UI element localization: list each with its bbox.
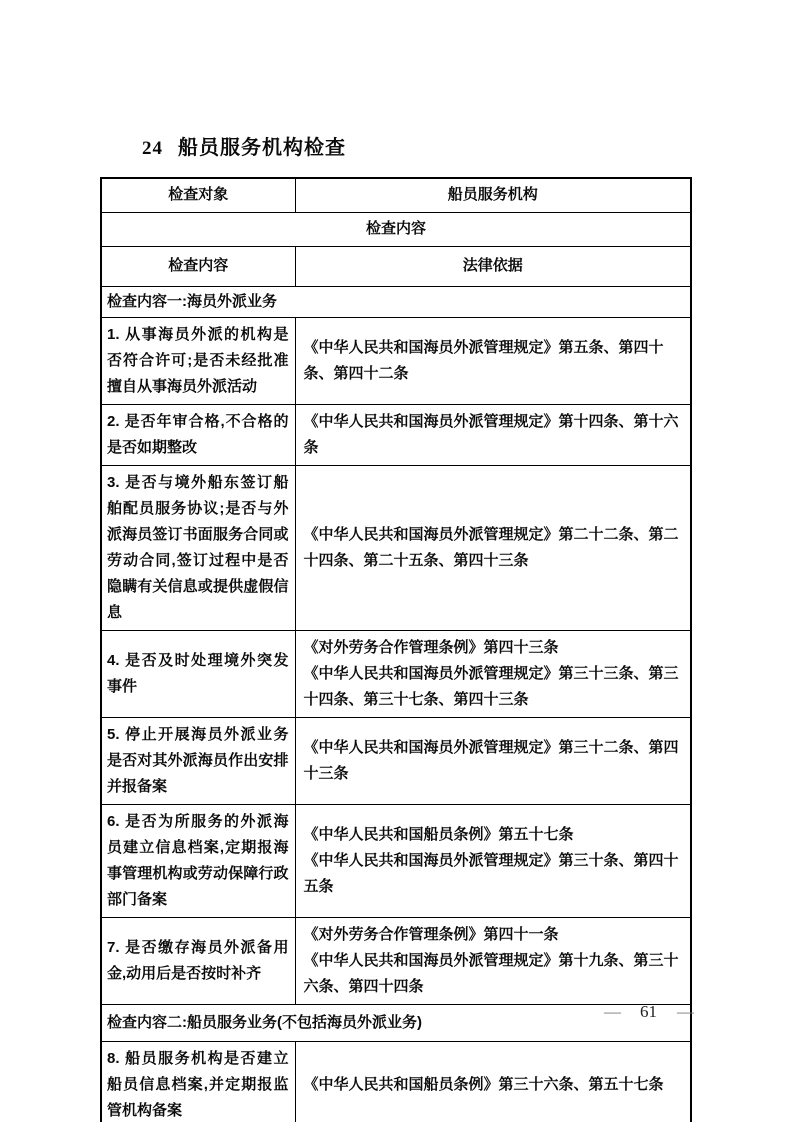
legal-basis-text: 《中华人民共和国海员外派管理规定》第十四条、第十六条 <box>303 412 679 456</box>
legal-basis-cell <box>295 630 691 717</box>
page-title <box>142 131 346 160</box>
inspection-item-cell: 8. 船员服务机构是否建立船员信息档案,并定期报监管机构备案 <box>101 1041 295 1122</box>
table-row <box>101 630 691 717</box>
legal-basis-cell <box>295 1041 691 1122</box>
content-column-header: 检查内容 <box>101 246 295 286</box>
table-row <box>101 717 691 804</box>
legal-basis-text: 《中华人民共和国海员外派管理规定》第三十三条、第三十四条、第三十七条、第四十三条 <box>303 664 679 708</box>
footer-left-dash: — <box>604 1002 620 1021</box>
legal-basis-text: 《中华人民共和国海员外派管理规定》第三十二条、第四十三条 <box>303 738 679 782</box>
inspection-item-cell: 4. 是否及时处理境外突发事件 <box>101 630 295 717</box>
inspection-item-cell: 2. 是否年审合格,不合格的是否如期整改 <box>101 404 295 465</box>
table-row <box>101 465 691 630</box>
legal-basis-text: 《中华人民共和国海员外派管理规定》第十九条、第三十六条、第四十四条 <box>303 951 679 995</box>
section-number: 24 <box>142 138 163 159</box>
table-row <box>101 917 691 1004</box>
inspect-target-label: 检查对象 <box>101 178 295 212</box>
table-row <box>101 246 691 286</box>
table-row <box>101 404 691 465</box>
section-header-row <box>101 1004 691 1041</box>
legal-basis-cell <box>295 804 691 917</box>
inspection-item-cell: 7. 是否缴存海员外派备用金,动用后是否按时补齐 <box>101 917 295 1004</box>
legal-basis-text: 《对外劳务合作管理条例》第四十三条 <box>303 638 559 656</box>
legal-basis-text: 《中华人民共和国海员外派管理规定》第二十二条、第二十四条、第二十五条、第四十三条 <box>303 525 679 569</box>
table-row <box>101 178 691 212</box>
inspect-target-value: 船员服务机构 <box>295 178 691 212</box>
legal-basis-cell <box>295 465 691 630</box>
legal-basis-text: 《中华人民共和国海员外派管理规定》第三十条、第四十五条 <box>303 851 679 895</box>
footer-right-dash: — <box>677 1002 693 1021</box>
table-row <box>101 804 691 917</box>
inspection-item-cell: 3. 是否与境外船东签订船舶配员服务协议;是否与外派海员签订书面服务合同或劳动合同,签订过程中是否隐瞒有关信息或提供虚假信息 <box>101 465 295 630</box>
legal-basis-text: 《对外劳务合作管理条例》第四十一条 <box>303 925 559 943</box>
legal-basis-cell <box>295 717 691 804</box>
legal-basis-cell <box>295 917 691 1004</box>
table-row <box>101 1041 691 1122</box>
legal-basis-text: 《中华人民共和国船员条例》第五十七条 <box>303 825 574 843</box>
page-number: 61 <box>640 1002 657 1021</box>
page-title-text: 船员服务机构检查 <box>178 137 346 159</box>
table-row <box>101 212 691 246</box>
inspection-item-cell: 6. 是否为所服务的外派海员建立信息档案,定期报海事管理机构或劳动保障行政部门备案 <box>101 804 295 917</box>
legal-basis-text: 《中华人民共和国海员外派管理规定》第五条、第四十条、第四十二条 <box>303 338 664 382</box>
page-footer <box>604 1002 693 1022</box>
legal-basis-cell <box>295 317 691 404</box>
inspection-table <box>100 177 692 1122</box>
section1-title: 检查内容一:海员外派业务 <box>101 286 691 317</box>
inspection-item-cell: 1. 从事海员外派的机构是否符合许可;是否未经批准擅自从事海员外派活动 <box>101 317 295 404</box>
section2-title: 检查内容二:船员服务业务(不包括海员外派业务) <box>101 1004 691 1041</box>
legal-column-header: 法律依据 <box>295 246 691 286</box>
table-row <box>101 317 691 404</box>
legal-basis-text: 《中华人民共和国船员条例》第三十六条、第五十七条 <box>303 1075 664 1093</box>
inspection-item-cell: 5. 停止开展海员外派业务是否对其外派海员作出安排并报备案 <box>101 717 295 804</box>
content-banner: 检查内容 <box>101 212 691 246</box>
section-header-row <box>101 286 691 317</box>
legal-basis-cell <box>295 404 691 465</box>
